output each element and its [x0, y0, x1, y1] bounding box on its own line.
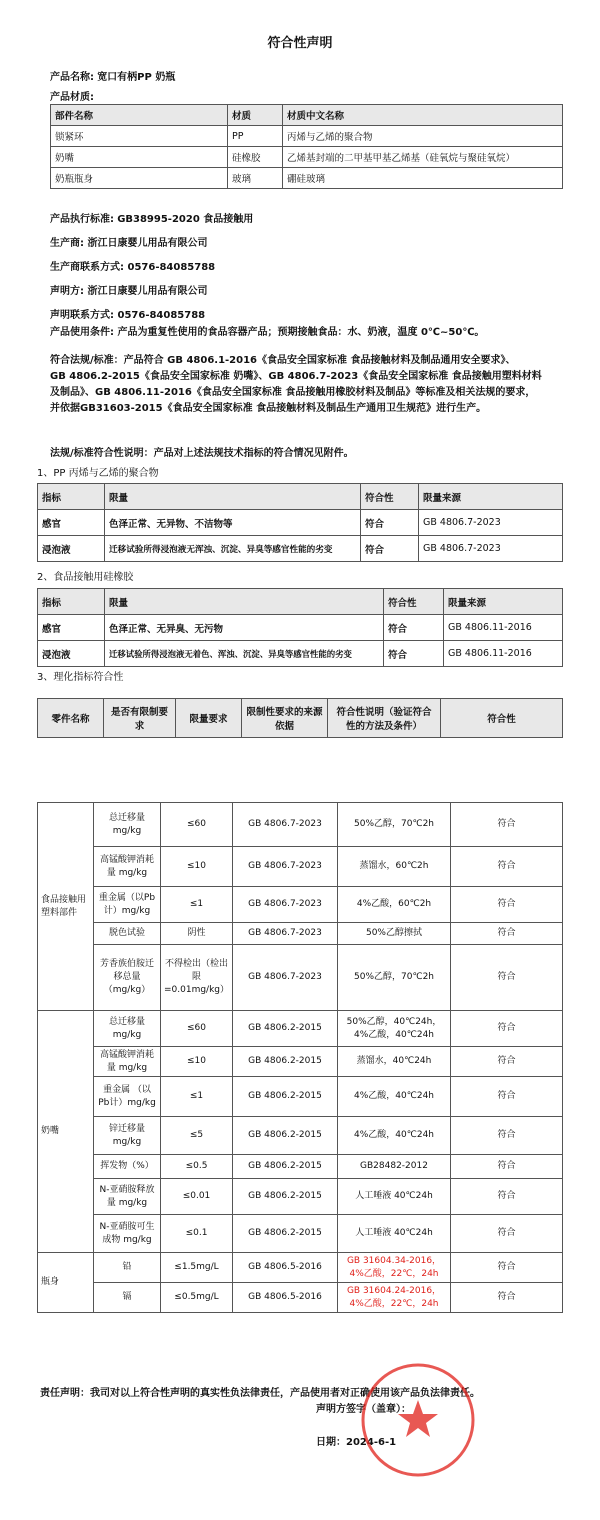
table-cell: 50%乙醇，40℃24h，4%乙酸，40℃24h	[338, 1011, 451, 1047]
declarer-value: 浙江日康婴儿用品有限公司	[87, 286, 208, 297]
table-cell: 符合	[451, 945, 563, 1011]
table-cell: 重金属 （以 Pb计）mg/kg	[94, 1077, 161, 1117]
section-1-heading: 1、PP 丙烯与乙烯的聚合物	[37, 468, 159, 479]
table-row	[38, 1155, 563, 1179]
manufacturer-contact-line	[50, 258, 215, 273]
material-table	[50, 104, 563, 189]
table-header-cell: 限量要求	[176, 699, 242, 738]
part-group-cell: 奶嘴	[38, 1011, 94, 1253]
declarer-label: 声明方:	[50, 286, 84, 297]
material-label: 产品材质:	[50, 92, 94, 103]
declarer-contact-line	[50, 306, 205, 321]
manufacturer-label: 生产商:	[50, 238, 84, 249]
product-name-label: 产品名称:	[50, 72, 94, 83]
table-cell: ≤1.5mg/L	[161, 1253, 233, 1283]
table-cell: GB28482-2012	[338, 1155, 451, 1179]
table-cell: GB 4806.2-2015	[233, 1047, 338, 1077]
table-cell: 不得检出（检出限=0.01mg/kg）	[161, 945, 233, 1011]
compliance-paragraph	[50, 353, 560, 417]
table-cell: 50%乙醇，70℃2h	[338, 803, 451, 847]
table-cell: 符合	[451, 1047, 563, 1077]
table-cell: 符合	[451, 1253, 563, 1283]
table-cell: GB 4806.2-2015	[233, 1077, 338, 1117]
table-cell: 50%乙醇擦拭	[338, 923, 451, 945]
table-header-row	[38, 589, 563, 615]
table-cell: GB 4806.2-2015	[233, 1155, 338, 1179]
table-cell: 感官	[38, 615, 105, 641]
table-cell: 总迁移量 mg/kg	[94, 1011, 161, 1047]
table-cell: 符合	[451, 1155, 563, 1179]
table-cell: 迁移试验所得浸泡液无着色、浑浊、沉淀、异臭等感官性能的劣变	[105, 641, 384, 667]
pp-requirements-table	[37, 483, 563, 562]
table-cell: 玻璃	[228, 168, 283, 189]
table-cell: GB 4806.7-2023	[233, 847, 338, 887]
table-cell: 迁移试验所得浸泡液无浑浊、沉淀、异臭等感官性能的劣变	[105, 536, 361, 562]
table-cell: ≤60	[161, 803, 233, 847]
part-group-cell: 瓶身	[38, 1253, 94, 1313]
table-header-cell: 指标	[38, 484, 105, 510]
table-cell: GB 31604.24-2016，4%乙酸，22℃，24h	[338, 1283, 451, 1313]
signature-label: 声明方签字（盖章）：	[316, 1404, 411, 1415]
table-header-cell: 是否有限制要求	[104, 699, 176, 738]
table-row	[38, 847, 563, 887]
material-table-header	[51, 105, 563, 126]
manufacturer-contact-label: 生产商联系方式:	[50, 262, 124, 273]
table-row	[38, 887, 563, 923]
table-cell: 硅橡胶	[228, 147, 283, 168]
table-cell: ≤1	[161, 1077, 233, 1117]
table-row	[38, 923, 563, 945]
conditions-line	[50, 323, 484, 338]
table-header-cell: 材质	[228, 105, 283, 126]
explanation-text: 法规/标准符合性说明：产品对上述法规技术指标的符合情况见附件。	[50, 448, 354, 459]
table-cell: GB 4806.7-2023	[419, 510, 563, 536]
table-cell: 符合	[361, 510, 419, 536]
table-cell: GB 4806.5-2016	[233, 1283, 338, 1313]
table-cell: ≤1	[161, 887, 233, 923]
table-cell: 高锰酸钾消耗量 mg/kg	[94, 1047, 161, 1077]
document-title: 符合性声明	[267, 36, 333, 51]
table-cell: 高锰酸钾消耗量 mg/kg	[94, 847, 161, 887]
table-cell: 浸泡液	[38, 536, 105, 562]
table-row	[38, 1047, 563, 1077]
conditions-value: 产品为重复性使用的食品容器产品；预期接触食品：水、奶液，温度 0℃~50℃。	[117, 327, 485, 338]
table-row	[38, 945, 563, 1011]
table-cell: GB 4806.2-2015	[233, 1011, 338, 1047]
table-row	[38, 1117, 563, 1155]
physicochemical-table	[37, 802, 563, 1313]
table-cell: 丙烯与乙烯的聚合物	[283, 126, 563, 147]
table-cell: 符合	[451, 887, 563, 923]
table-header-cell: 指标	[38, 589, 105, 615]
table-cell: ≤5	[161, 1117, 233, 1155]
product-name-line	[50, 68, 175, 83]
declarer-contact-value: 0576-84085788	[117, 310, 206, 321]
table-cell: 镉	[94, 1283, 161, 1313]
table-cell: 挥发物（%）	[94, 1155, 161, 1179]
table-row	[38, 510, 563, 536]
table-header-cell: 限量来源	[419, 484, 563, 510]
standard-label: 产品执行标准:	[50, 214, 114, 225]
table-cell: 符合	[451, 1011, 563, 1047]
table-header-cell: 材质中文名称	[283, 105, 563, 126]
table-header-cell: 限量	[105, 589, 384, 615]
table-cell: 阴性	[161, 923, 233, 945]
table-cell: 感官	[38, 510, 105, 536]
table-row	[38, 536, 563, 562]
table-cell: GB 4806.2-2015	[233, 1179, 338, 1215]
table-cell: 色泽正常、无异臭、无污物	[105, 615, 384, 641]
company-seal-stamp	[358, 1360, 478, 1480]
table-cell: 硼硅玻璃	[283, 168, 563, 189]
table-cell: 总迁移量 mg/kg	[94, 803, 161, 847]
table-cell: 芳香族伯胺迁移总量（mg/kg）	[94, 945, 161, 1011]
table-cell: 人工唾液 40℃24h	[338, 1215, 451, 1253]
table-cell: 4%乙酸，40℃24h	[338, 1077, 451, 1117]
table-cell: 蒸馏水，60℃2h	[338, 847, 451, 887]
silicone-requirements-table	[37, 588, 563, 667]
table-cell: N-亚硝胺可生成物 mg/kg	[94, 1215, 161, 1253]
table-cell: ≤0.5mg/L	[161, 1283, 233, 1313]
compliance-line: 及制品》、GB 4806.11-2016《食品安全国家标准 食品接触用橡胶材料及制品》等标准及相关法规的要求，	[50, 387, 536, 398]
table-cell: 符合	[384, 615, 444, 641]
standard-line	[50, 210, 253, 225]
table-cell: GB 4806.2-2015	[233, 1215, 338, 1253]
table-header-cell: 限量来源	[444, 589, 563, 615]
table-cell: N-亚硝胺释放量 mg/kg	[94, 1179, 161, 1215]
table-cell: 符合	[451, 1215, 563, 1253]
table-header-cell: 零件名称	[38, 699, 104, 738]
table-header-row	[38, 699, 563, 738]
table-cell: GB 4806.11-2016	[444, 641, 563, 667]
table-cell: 50%乙醇，70℃2h	[338, 945, 451, 1011]
table-cell: ≤0.01	[161, 1179, 233, 1215]
section-2-heading: 2、食品接触用硅橡胶	[37, 572, 134, 583]
table-cell: 符合	[451, 923, 563, 945]
standard-value: GB38995-2020 食品接触用	[117, 214, 254, 225]
table-cell: 奶瓶瓶身	[51, 168, 228, 189]
table-row	[38, 615, 563, 641]
manufacturer-line	[50, 234, 207, 249]
table-header-row	[38, 484, 563, 510]
table-row	[38, 1179, 563, 1215]
table-cell: GB 4806.7-2023	[233, 887, 338, 923]
declarer-line	[50, 282, 207, 297]
table-row	[51, 168, 563, 189]
table-cell: 符合	[451, 1179, 563, 1215]
table-cell: GB 4806.11-2016	[444, 615, 563, 641]
table-row	[38, 1215, 563, 1253]
table-cell: 铅	[94, 1253, 161, 1283]
table-cell: GB 4806.7-2023	[233, 803, 338, 847]
table-cell: 4%乙酸，40℃24h	[338, 1117, 451, 1155]
table-cell: 浸泡液	[38, 641, 105, 667]
responsibility-text: 责任声明：我司对以上符合性声明的真实性负法律责任，产品使用者对正确使用该产品负法律责任。	[40, 1388, 480, 1399]
table-cell: ≤10	[161, 1047, 233, 1077]
table-header-cell: 符合性说明（验证符合性的方法及条件）	[328, 699, 441, 738]
table-cell: 乙烯基封端的二甲基甲基乙烯基（硅氧烷与聚硅氧烷）	[283, 147, 563, 168]
table-cell: 蒸馏水，40℃24h	[338, 1047, 451, 1077]
table-cell: 符合	[451, 1077, 563, 1117]
table-cell: GB 4806.2-2015	[233, 1117, 338, 1155]
manufacturer-contact-value: 0576-84085788	[127, 262, 216, 273]
table-cell: 符合	[451, 803, 563, 847]
table-header-cell: 符合性	[361, 484, 419, 510]
table-cell: 色泽正常、无异物、不洁物等	[105, 510, 361, 536]
table-cell: 符合	[384, 641, 444, 667]
table-cell: PP	[228, 126, 283, 147]
conditions-label: 产品使用条件:	[50, 327, 114, 338]
part-group-cell: 食品接触用塑料部件	[38, 803, 94, 1011]
table-header-cell: 限量	[105, 484, 361, 510]
table-header-cell: 符合性	[441, 699, 563, 738]
table-row	[38, 1253, 563, 1283]
table-cell: GB 4806.7-2023	[233, 923, 338, 945]
compliance-line: 符合法规/标准：产品符合 GB 4806.1-2016《食品安全国家标准 食品接触材料及制品通用安全要求》、	[50, 355, 516, 366]
table-cell: 锁紧环	[51, 126, 228, 147]
table-row	[38, 1077, 563, 1117]
table-cell: 人工唾液 40℃24h	[338, 1179, 451, 1215]
table-cell: ≤10	[161, 847, 233, 887]
table-row	[38, 1011, 563, 1047]
table-cell: 符合	[451, 1117, 563, 1155]
table-row	[38, 641, 563, 667]
table-header-cell: 部件名称	[51, 105, 228, 126]
table-row	[51, 147, 563, 168]
table-cell: 奶嘴	[51, 147, 228, 168]
table-header-cell: 符合性	[384, 589, 444, 615]
table-cell: 4%乙酸，60℃2h	[338, 887, 451, 923]
table-cell: 脱色试验	[94, 923, 161, 945]
table-cell: GB 4806.7-2023	[233, 945, 338, 1011]
table-header-cell: 限制性要求的来源依据	[242, 699, 328, 738]
table-row	[38, 1283, 563, 1313]
table-row	[51, 126, 563, 147]
table-cell: 重金属（以Pb计）mg/kg	[94, 887, 161, 923]
table-cell: GB 4806.7-2023	[419, 536, 563, 562]
table-cell: ≤0.5	[161, 1155, 233, 1179]
product-name-value: 宽口有柄PP 奶瓶	[97, 72, 176, 83]
compliance-line: GB 4806.2-2015《食品安全国家标准 奶嘴》、GB 4806.7-2023《食品安全国家标准 食品接触用塑料材料	[50, 371, 542, 382]
manufacturer-value: 浙江日康婴儿用品有限公司	[87, 238, 208, 249]
section-3-heading: 3、理化指标符合性	[37, 672, 124, 683]
table-cell: 锌迁移量 mg/kg	[94, 1117, 161, 1155]
table-cell: ≤60	[161, 1011, 233, 1047]
compliance-line: 并依据GB31603-2015《食品安全国家标准 食品接触材料及制品生产通用卫生规范》进行生产。	[50, 403, 487, 414]
date-text: 日期：2024-6-1	[316, 1437, 397, 1448]
table-cell: 符合	[451, 847, 563, 887]
table-cell: 符合	[451, 1283, 563, 1313]
declarer-contact-label: 声明联系方式:	[50, 310, 114, 321]
physicochemical-header-table	[37, 698, 563, 738]
table-cell: GB 4806.5-2016	[233, 1253, 338, 1283]
table-cell: 符合	[361, 536, 419, 562]
table-cell: GB 31604.34-2016，4%乙酸，22℃，24h	[338, 1253, 451, 1283]
table-cell: ≤0.1	[161, 1215, 233, 1253]
table-row	[38, 803, 563, 847]
